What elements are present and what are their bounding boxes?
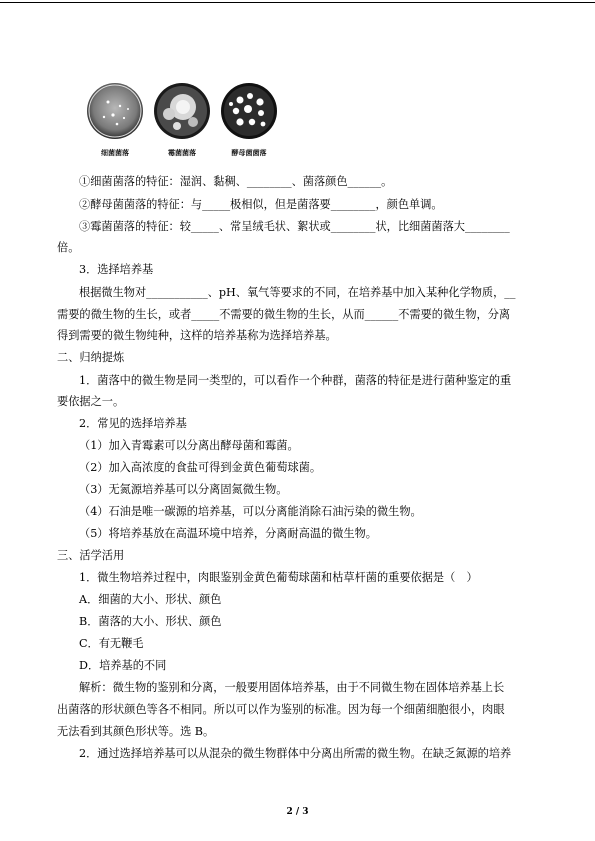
heading-common-media: 2．常见的选择培养基	[79, 417, 187, 430]
yeast-colony-traits: ②酵母菌菌落的特征：与_____极相似，但是菌落要________，颜色单调。	[79, 198, 443, 211]
bacteria-colony-dish	[86, 82, 144, 140]
yeast-colony-dish	[220, 82, 278, 140]
caption-yeast: 酵母菌菌落	[231, 148, 267, 157]
section-heading-summary: 二、归纳提炼	[57, 351, 125, 364]
option-d: D．培养基的不同	[79, 659, 167, 672]
explanation-line: 无法看到其颜色形状等。选 B。	[57, 725, 215, 738]
mold-colony-traits-cont: 倍。	[57, 241, 80, 254]
list-item: （1）加入青霉素可以分离出酵母菌和霉菌。	[79, 439, 299, 452]
list-item: （2）加入高浓度的食盐可得到金黄色葡萄球菌。	[79, 461, 322, 474]
mold-colony-dish	[153, 82, 211, 140]
option-b: B．菌落的大小、形状、颜色	[79, 615, 222, 628]
section-heading-practice: 三、活学活用	[57, 549, 125, 562]
colony-figure	[83, 82, 283, 162]
bacteria-colony-traits: ①细菌菌落的特征：湿润、黏稠、________、菌落颜色______。	[79, 175, 393, 188]
option-a: A．细菌的大小、形状、颜色	[79, 593, 222, 606]
caption-bacteria: 细菌菌落	[101, 148, 129, 157]
caption-mold: 霉菌菌落	[168, 148, 196, 157]
paragraph-line: 1．菌落中的微生物是同一类型的，可以看作一个种群，菌落的特征是进行菌种鉴定的重	[79, 374, 512, 387]
question-1: 1．微生物培养过程中，肉眼鉴别金黄色葡萄球菌和枯草杆菌的重要依据是（ ）	[79, 571, 478, 584]
question-2: 2．通过选择培养基可以从混杂的微生物群体中分离出所需的微生物。在缺乏氮源的培养	[79, 747, 512, 760]
paragraph-line: 要依据之一。	[57, 395, 125, 408]
explanation-line: 解析：微生物的鉴别和分离，一般要用固体培养基，由于不同微生物在固体培养基上长	[79, 681, 505, 694]
paragraph-line: 得到需要的微生物纯种，这样的培养基称为选择培养基。	[57, 329, 337, 342]
list-item: （4）石油是唯一碳源的培养基，可以分离能消除石油污染的微生物。	[79, 505, 422, 518]
top-rule	[0, 2, 595, 3]
option-c: C．有无鞭毛	[79, 637, 144, 650]
heading-selective-medium: 3．选择培养基	[79, 263, 154, 276]
paragraph-line: 需要的微生物的生长，或者_____不需要的微生物的生长，从而______不需要的微生物，分离	[57, 308, 511, 321]
paragraph-line: 根据微生物对___________、pH、氧气等要求的不同，在培养基中加入某种化学物质，__	[79, 286, 516, 299]
explanation-line: 出菌落的形状颜色等各不相同。所以可以作为鉴别的标准。因为每一个细菌细胞很小，肉眼	[57, 703, 505, 716]
list-item: （5）将培养基放在高温环境中培养，分离耐高温的微生物。	[79, 527, 377, 540]
mold-colony-traits: ③霉菌菌落的特征：较_____、常呈绒毛状、絮状或________状，比细菌菌落大________	[79, 220, 510, 233]
list-item: （3）无氮源培养基可以分离固氮微生物。	[79, 483, 288, 496]
page-number: 2 / 3	[286, 807, 309, 817]
